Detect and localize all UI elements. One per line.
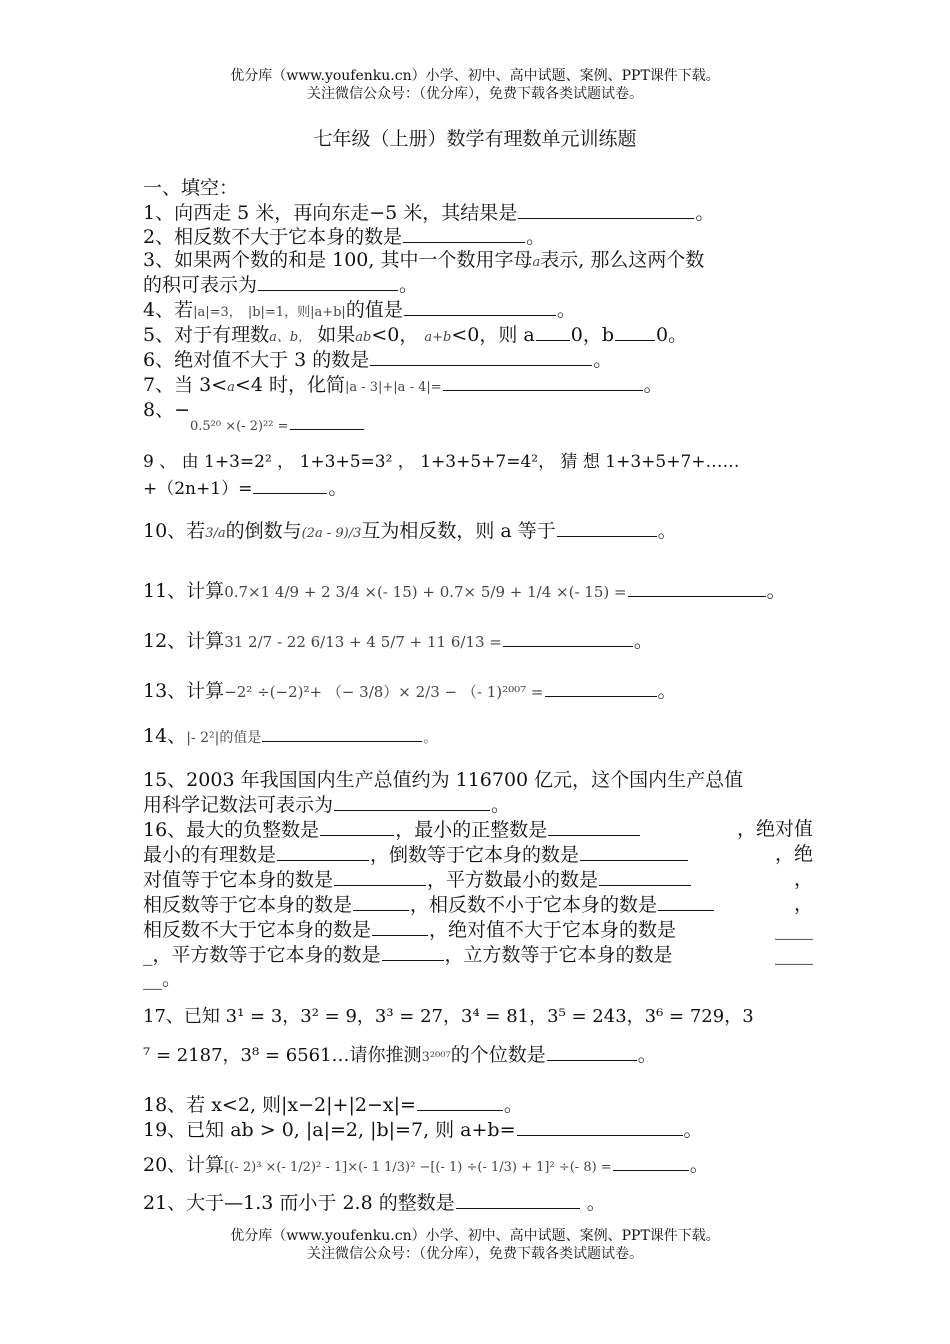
answer-blank	[599, 867, 691, 886]
answer-blank	[628, 578, 766, 597]
question-19: 19、已知 ab > 0, |a|=2, |b|=7, 则 a+b= 。	[143, 1119, 703, 1141]
answer-blank	[547, 1042, 637, 1061]
answer-blank	[503, 628, 633, 647]
question-15-cont: 用科学记数法可表示为 。	[143, 794, 511, 816]
answer-blank	[548, 817, 640, 836]
answer-blank	[353, 892, 409, 911]
question-9-cont: +（2n+1）= 。	[143, 477, 348, 499]
question-2: 2、相反数不大于它本身的数是 。	[143, 226, 546, 248]
answer-blank	[658, 892, 714, 911]
question-8: 8、−	[143, 399, 191, 421]
answer-blank	[320, 817, 394, 836]
question-6: 6、绝对值不大于 3 的数是 。	[143, 349, 613, 371]
answer-blank	[518, 200, 694, 219]
question-16-line-5: 相反数不大于它本身的数是 ，绝对值不大于它本身的数是 ____	[143, 918, 813, 941]
answer-blank	[277, 842, 369, 861]
answer-blank	[557, 518, 657, 537]
answer-blank	[580, 842, 688, 861]
question-7: 7、当 3<a<4 时，化简|a - 3|+|a - 4|= 。	[143, 374, 663, 396]
question-16-line-6: _，平方数等于它本身的数是 ，立方数等于它本身的数是 ____	[143, 943, 813, 966]
question-18: 18、若 x<2, 则|x−2|+|2−x|= 。	[143, 1094, 523, 1116]
answer-blank	[404, 297, 556, 316]
question-4: 4、若|a|=3， |b|=1，则|a+b|的值是 。	[143, 299, 576, 321]
question-8-expression: 0.5²⁰ ×(- 2)²² =	[190, 412, 860, 439]
question-12: 12、计算31 2/7 - 22 6/13 + 4 5/7 + 11 6/13 = 。	[143, 630, 653, 652]
question-14: 14、|- 2²|的值是 。	[143, 725, 437, 747]
answer-blank	[536, 322, 570, 341]
answer-blank	[613, 1152, 689, 1171]
question-17-cont: ⁷ = 2187，3⁸ = 6561…请你推测3²⁰⁰⁷的个位数是 。	[143, 1044, 657, 1066]
answer-blank	[258, 272, 398, 291]
footer-line-1: 优分库（www.youfenku.cn）小学、初中、高中试题、案例、PPT课件下载。	[230, 1228, 720, 1244]
question-13: 13、计算−2² ÷(−2)²+ （− 3/8）× 2/3 − （- 1)²⁰⁰⁷ = 。	[143, 680, 677, 702]
answer-blank	[443, 372, 643, 391]
answer-blank	[334, 792, 490, 811]
question-11: 11、计算0.7×1 4/9 + 2 3/4 ×(- 15) + 0.7× 5/9 + 1/4 ×(- 15) = 。	[143, 580, 786, 602]
header-line-2: 关注微信公众号：（优分库），免费下载各类试题试卷。	[307, 86, 643, 102]
question-16-line-1: 16、最大的负整数是 ，最小的正整数是 ，绝对值	[143, 818, 813, 841]
answer-blank	[615, 322, 655, 341]
question-16-line-4: 相反数等于它本身的数是 ，相反数不小于它本身的数是 ，	[143, 893, 813, 916]
answer-blank	[382, 942, 444, 961]
question-16-line-3: 对值等于它本身的数是 ，平方数最小的数是 ，	[143, 868, 813, 891]
question-21: 21、大于—1.3 而小于 2.8 的整数是 。	[143, 1192, 606, 1214]
question-16-line-2: 最小的有理数是 ，倒数等于它本身的数是 ，绝	[143, 843, 813, 866]
answer-blank	[370, 347, 592, 366]
page-title: 七年级（上册）数学有理数单元训练题	[313, 128, 637, 150]
question-15: 15、2003 年我国国内生产总值约为 116700 亿元，这个国内生产总值	[143, 769, 744, 791]
question-20: 20、计算[(- 2)³ ×(- 1/2)² - 1]×(- 1 1/3)² −[(- 1) ÷(- 1/3) + 1]² ÷(- 8) = 。	[143, 1154, 709, 1176]
answer-blank	[262, 729, 422, 742]
header-line-1: 优分库（www.youfenku.cn）小学、初中、高中试题、案例、PPT课件下载。	[230, 68, 720, 84]
answer-blank	[517, 1117, 683, 1136]
answer-blank	[417, 1092, 503, 1111]
answer-blank	[334, 867, 426, 886]
question-1: 1、向西走 5 米，再向东走−5 米，其结果是 。	[143, 202, 715, 224]
section-heading: 一、填空：	[143, 177, 239, 199]
answer-blank	[290, 423, 364, 430]
question-3: 3、如果两个数的和是 100, 其中一个数用字母a表示, 那么这两个数	[143, 249, 705, 271]
answer-blank	[253, 475, 327, 494]
answer-blank	[403, 224, 525, 243]
answer-blank	[545, 678, 657, 697]
question-16-line-7: __。	[143, 968, 182, 990]
question-10: 10、若3/a的倒数与(2a - 9)/3互为相反数，则 a 等于 。	[143, 520, 677, 542]
answer-blank	[372, 917, 428, 936]
answer-blank	[456, 1190, 580, 1209]
question-17: 17、已知 3¹ = 3，3² = 9，3³ = 27，3⁴ = 81，3⁵ = 243，3⁶ = 729，3	[143, 1006, 754, 1027]
footer-line-2: 关注微信公众号：（优分库），免费下载各类试题试卷。	[307, 1246, 643, 1262]
question-3-cont: 的积可表示为 。	[143, 274, 419, 296]
question-5: 5、对于有理数a、b， 如果ab<0， a+b<0，则 a 0，b 0。	[143, 324, 688, 346]
question-9: 9 、 由 1+3=2² ， 1+3+5=3² ， 1+3+5+7=4²， 猜 想 1+3+5+7+……	[143, 452, 740, 472]
